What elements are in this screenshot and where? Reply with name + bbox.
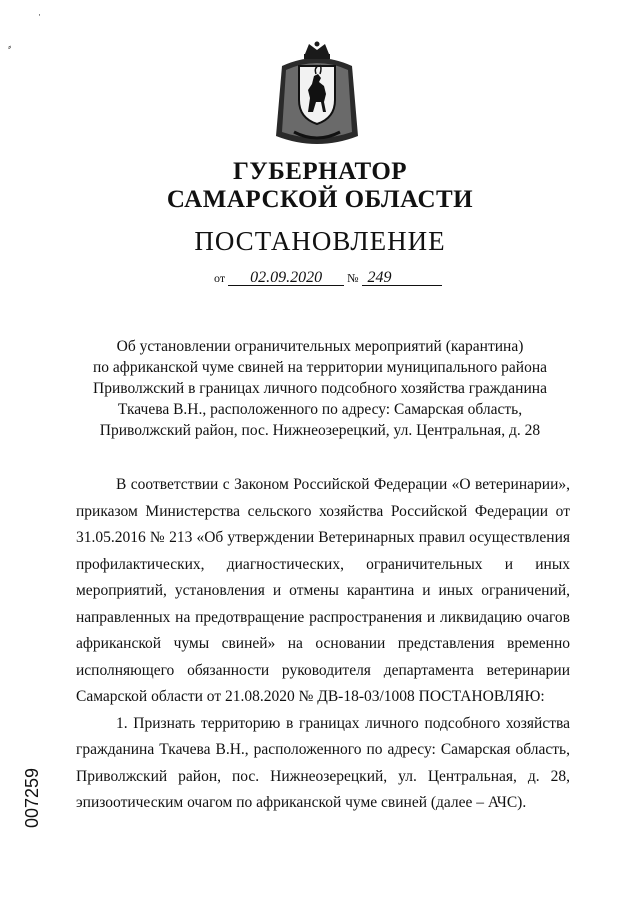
document-date: 02.09.2020 — [228, 270, 344, 286]
margin-stamp-number: 007259 — [22, 767, 42, 828]
document-number: 249 — [362, 270, 442, 286]
date-prefix: от — [214, 271, 226, 285]
number-prefix: № — [347, 271, 359, 285]
document-subject — [60, 336, 580, 441]
subject-line: Ткачева В.Н., расположенного по адресу: Самарская область, — [117, 401, 523, 418]
preamble-paragraph: В соответствии с Законом Российской Федерации «О ветеринарии», приказом Министерства сельского хозяйства Российской Федерации от 31.05.2016 № 213 «Об утверждении Ветеринарных правил осуществления профилактических, диагностических, ограничительных и иных мероприятий, установления и отмены карантина и иных ограничений, направленных на предотвращение распространения и ликвидацию очагов африканской чумы свиней» на основании представления временно исполняющего обязанности руководителя департамента ветеринарии Самарской области от 21.08.2020 № ДВ-18-03/1008 ПОСТАНОВЛЯЮ: — [76, 476, 570, 705]
subject-line: Приволжский в границах личного подсобного хозяйства гражданина — [93, 380, 547, 397]
org-title-line2: САМАРСКОЙ ОБЛАСТИ — [166, 186, 474, 213]
document-type: ПОСТАНОВЛЕНИЕ — [194, 226, 446, 256]
subject-line: Приволжский район, пос. Нижнеозерецкий, ул. Центральная, д. 28 — [99, 422, 541, 439]
date-number-line — [214, 270, 442, 286]
coat-of-arms-icon — [272, 40, 362, 152]
item-1-paragraph: 1. Признать территорию в границах личного подсобного хозяйства гражданина Ткачева В.Н., расположенного по адресу: Самарская область, Приволжский район, пос. Нижнеозерецкий, ул. Центральная, д. 28, эпизоотическим очагом по африканской чуме свиней (далее – АЧС). — [76, 714, 570, 811]
subject-line: Об установлении ограничительных мероприятий (карантина) — [116, 338, 524, 355]
org-title-line1: ГУБЕРНАТОР — [232, 158, 408, 185]
margin-mark: ⸗ — [8, 42, 12, 53]
subject-line: по африканской чуме свиней на территории муниципального района — [92, 359, 548, 376]
margin-mark: · — [38, 10, 41, 20]
document-body — [76, 472, 570, 817]
